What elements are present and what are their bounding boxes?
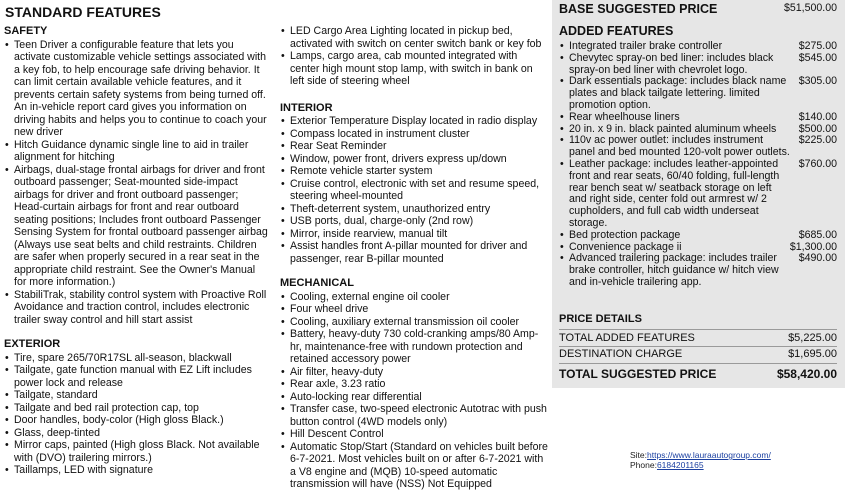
added-feature-item <box>559 230 837 242</box>
mechanical-item: • Rear axle, 3.23 ratio <box>280 378 548 391</box>
mechanical-item: • Air filter, heavy-duty <box>280 366 548 379</box>
divider <box>559 363 837 364</box>
mechanical-item: • Transfer case, two-speed electronic Autotrac with push button control (4WD models only) <box>280 403 548 428</box>
destination-label: DESTINATION CHARGE <box>559 348 683 360</box>
added-feature-desc: • Chevytec spray-on bed liner: includes black spray-on bed liner with chevrolet logo. <box>569 51 774 76</box>
added-features-list <box>559 41 837 289</box>
added-feature-desc: • Advanced trailering package: includes trailer brake controller, hitch guidance w/ hitch view and in-vehicle trailering app. <box>569 252 779 288</box>
safety-header: SAFETY <box>4 25 48 37</box>
added-feature-item <box>559 159 837 230</box>
exterior-item: • LED Cargo Area Lighting located in pickup bed, activated with switch on center switch bank or key fob <box>280 25 548 50</box>
destination-row <box>559 348 837 360</box>
total-price-label: TOTAL SUGGESTED PRICE <box>559 367 717 381</box>
phone-label: Phone: <box>630 460 657 470</box>
site-line <box>630 450 771 460</box>
exterior-item: • Glass, deep-tinted <box>4 427 270 440</box>
price-details-title: PRICE DETAILS <box>559 313 642 325</box>
destination-value: $1,695.00 <box>788 348 837 360</box>
mechanical-item: • Auto-locking rear differential <box>280 391 548 404</box>
standard-column-middle <box>280 25 548 491</box>
exterior-list <box>4 352 270 477</box>
mechanical-item: • Cooling, external engine oil cooler <box>280 291 548 304</box>
total-price-value: $58,420.00 <box>776 367 837 381</box>
mechanical-list <box>280 291 548 491</box>
interior-item: • Window, power front, drivers express up/down <box>280 153 548 166</box>
phone-line <box>630 460 771 470</box>
added-features-title: ADDED FEATURES <box>559 24 674 38</box>
exterior-item: • Tailgate, gate function manual with EZ Lift includes power lock and release <box>4 364 270 389</box>
site-label: Site: <box>630 450 648 460</box>
safety-item: • Hitch Guidance dynamic single line to aid in trailer alignment for hitching <box>4 139 270 164</box>
base-price-row <box>559 2 837 16</box>
added-feature-price: $500.00 <box>798 122 837 135</box>
safety-list <box>4 39 270 327</box>
pricing-panel <box>552 0 845 471</box>
mechanical-item: • Cooling, auxiliary external transmission oil cooler <box>280 316 548 329</box>
mechanical-item: • Four wheel drive <box>280 303 548 316</box>
added-feature-item <box>559 53 837 77</box>
mechanical-item: • Battery, heavy-duty 730 cold-cranking amps/80 Amp-hr, maintenance-free with rundown protection and retained accessory power <box>280 328 548 366</box>
exterior-item: • Tailgate and bed rail protection cap, top <box>4 402 270 415</box>
exterior-item: • Lamps, cargo area, cab mounted integrated with center high mount stop lamp, with switch in bank on left side of steering wheel <box>280 50 548 88</box>
added-feature-price: $545.00 <box>798 51 837 64</box>
exterior-continued-list <box>280 25 548 88</box>
divider <box>559 346 837 347</box>
mechanical-header: MECHANICAL <box>280 277 354 289</box>
phone-link[interactable]: 6184201165 <box>656 460 704 470</box>
base-price-value: $51,500.00 <box>783 2 837 14</box>
site-link[interactable]: https://www.lauraautogroup.com/ <box>647 450 771 460</box>
added-feature-price: $225.00 <box>798 134 837 147</box>
interior-item: • Rear Seat Reminder <box>280 140 548 153</box>
mechanical-item: • Hill Descent Control <box>280 428 548 441</box>
added-feature-item <box>559 253 837 288</box>
added-feature-desc: • Rear wheelhouse liners <box>569 110 680 123</box>
added-feature-price: $490.00 <box>798 252 837 265</box>
exterior-item: • Tailgate, standard <box>4 389 270 402</box>
safety-item: • StabiliTrak, stability control system with Proactive Roll Avoidance and traction control, includes electronic trailer sway control and hill start assist <box>4 289 270 327</box>
interior-item: • USB ports, dual, charge-only (2nd row) <box>280 215 548 228</box>
interior-item: • Remote vehicle starter system <box>280 165 548 178</box>
standard-column-left <box>4 25 270 477</box>
interior-header: INTERIOR <box>280 101 333 114</box>
total-price-row <box>559 367 837 381</box>
mechanical-item: • Automatic Stop/Start (Standard on vehicles built before 6-7-2021. Most vehicles built on or after 6-7-2021 with a V8 engine and (MQB) 10-speed automatic transmission will have (NSS) Not Equipped <box>280 441 548 491</box>
added-feature-desc: • Bed protection package <box>569 228 681 241</box>
added-feature-desc: • Integrated trailer brake controller <box>569 40 723 52</box>
added-feature-item <box>559 76 837 111</box>
safety-item: • Teen Driver a configurable feature that lets you activate customizable vehicle settings associated with a key fob, to help encourage safe driving behavior. It can limit certain available vehicle features, and it prevents certain safety systems from being turned off. An in-vehicle report card gives you information on driving habits and helps you to continue to coach your new driver <box>4 39 270 139</box>
interior-item: • Mirror, inside rearview, manual tilt <box>280 228 548 241</box>
interior-item: • Exterior Temperature Display located in radio display <box>280 115 548 128</box>
interior-item: • Cruise control, electronic with set and resume speed, steering wheel-mounted <box>280 178 548 203</box>
base-price-label: BASE SUGGESTED PRICE <box>559 2 718 16</box>
exterior-item: • Mirror caps, painted (High gloss Black. Not available with (DVO) trailering mirrors.) <box>4 439 270 464</box>
standard-features-title: STANDARD FEATURES <box>5 4 161 20</box>
added-feature-price: $685.00 <box>798 228 837 241</box>
interior-list <box>280 115 548 265</box>
exterior-item: • Tire, spare 265/70R17SL all-season, blackwall <box>4 352 270 365</box>
added-feature-item <box>559 112 837 124</box>
exterior-item: • Taillamps, LED with signature <box>4 464 270 477</box>
total-added-value: $5,225.00 <box>788 332 837 344</box>
added-feature-price: $140.00 <box>798 110 837 123</box>
dealer-footer <box>630 450 771 470</box>
exterior-header: EXTERIOR <box>4 338 61 350</box>
added-feature-price: $1,300.00 <box>789 240 837 253</box>
added-feature-desc: • 110v ac power outlet: includes instrument panel and bed mounted 120-volt power outlets. <box>569 134 790 159</box>
added-feature-desc: • Leather package: includes leather-appointed front and rear seats, 60/40 folding, full-length rear bench seat w/ seatback storage on left and right side, center fold out armrest w/ 2 cupholders, and full cab width underseat storage. <box>569 157 780 229</box>
total-added-label: TOTAL ADDED FEATURES <box>559 332 695 344</box>
interior-item: • Theft-deterrent system, unauthorized entry <box>280 203 548 216</box>
total-added-row <box>559 332 837 344</box>
interior-item: • Compass located in instrument cluster <box>280 128 548 141</box>
exterior-item: • Door handles, body-color (High gloss Black.) <box>4 414 270 427</box>
added-feature-price: $305.00 <box>798 75 837 88</box>
added-feature-price: $275.00 <box>798 40 837 52</box>
added-feature-item <box>559 135 837 159</box>
added-feature-desc: • Dark essentials package: includes black name plates and black tailgate lettering. limited promotion option. <box>569 75 787 111</box>
added-feature-desc: • Convenience package ii <box>569 240 682 253</box>
added-feature-desc: • 20 in. x 9 in. black painted aluminum wheels <box>569 122 777 135</box>
added-feature-price: $760.00 <box>798 157 837 170</box>
safety-item: • Airbags, dual-stage frontal airbags for driver and front outboard passenger; Seat-mounted side-impact airbags for driver and front outboard passenger; Head-curtain airbags for front and rear outboard seating positions; Includes front outboard Passenger Sensing System for frontal outboard passenger airbag (Always use seat belts and child restraints. Children are safer when properly secured in a rear seat in the appropriate child restraint. See the Owner's Manual for more information.) <box>4 164 270 289</box>
interior-item: • Assist handles front A-pillar mounted for driver and passenger, rear B-pillar mounted <box>280 240 548 265</box>
divider <box>559 329 837 330</box>
